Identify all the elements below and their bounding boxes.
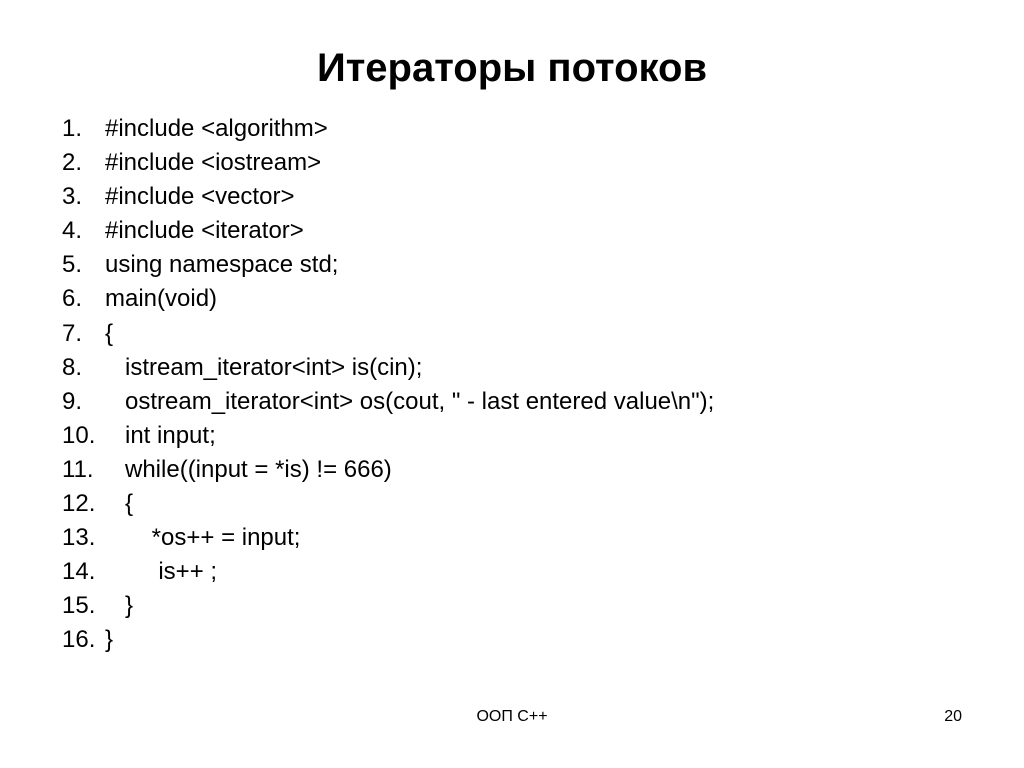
code-text: istream_iterator<int> is(cin); (105, 353, 423, 381)
line-number: 13. (62, 524, 96, 552)
line-number: 8. (62, 353, 83, 381)
code-text: #include <iostream> (105, 149, 322, 177)
line-number: 6. (62, 285, 83, 313)
code-text: int input; (105, 421, 216, 449)
code-text: #include <algorithm> (105, 115, 328, 142)
code-text: } (105, 626, 114, 654)
line-number: 1. (62, 115, 83, 142)
code-text: using namespace std; (105, 251, 339, 279)
code-text: main(void) (105, 285, 218, 313)
code-text: #include <iterator> (105, 217, 304, 245)
line-number: 14. (62, 558, 96, 586)
code-text: ostream_iterator<int> os(cout, " - last entered value\n"); (105, 387, 715, 415)
code-text: { (105, 319, 114, 347)
code-text: #include <vector> (105, 183, 295, 211)
line-number: 10. (62, 421, 96, 449)
code-text: { (105, 490, 134, 518)
line-number: 16. (62, 626, 96, 654)
line-number: 9. (62, 387, 83, 415)
line-number: 15. (62, 592, 96, 620)
footer-course-name: ООП C++ (476, 708, 548, 725)
line-number: 3. (62, 183, 83, 211)
footer-page-number: 20 (944, 708, 962, 725)
code-text: } (105, 592, 134, 620)
line-number: 4. (62, 217, 83, 245)
code-text: *os++ = input; (105, 524, 301, 552)
code-text: while((input = *is) != 666) (105, 455, 392, 483)
line-number: 12. (62, 490, 96, 518)
line-number: 5. (62, 251, 83, 279)
code-text: is++ ; (105, 558, 218, 586)
line-number: 2. (62, 149, 83, 177)
line-number: 7. (62, 319, 83, 347)
slide-title: Итераторы потоков (316, 46, 708, 90)
line-number: 11. (62, 455, 94, 483)
